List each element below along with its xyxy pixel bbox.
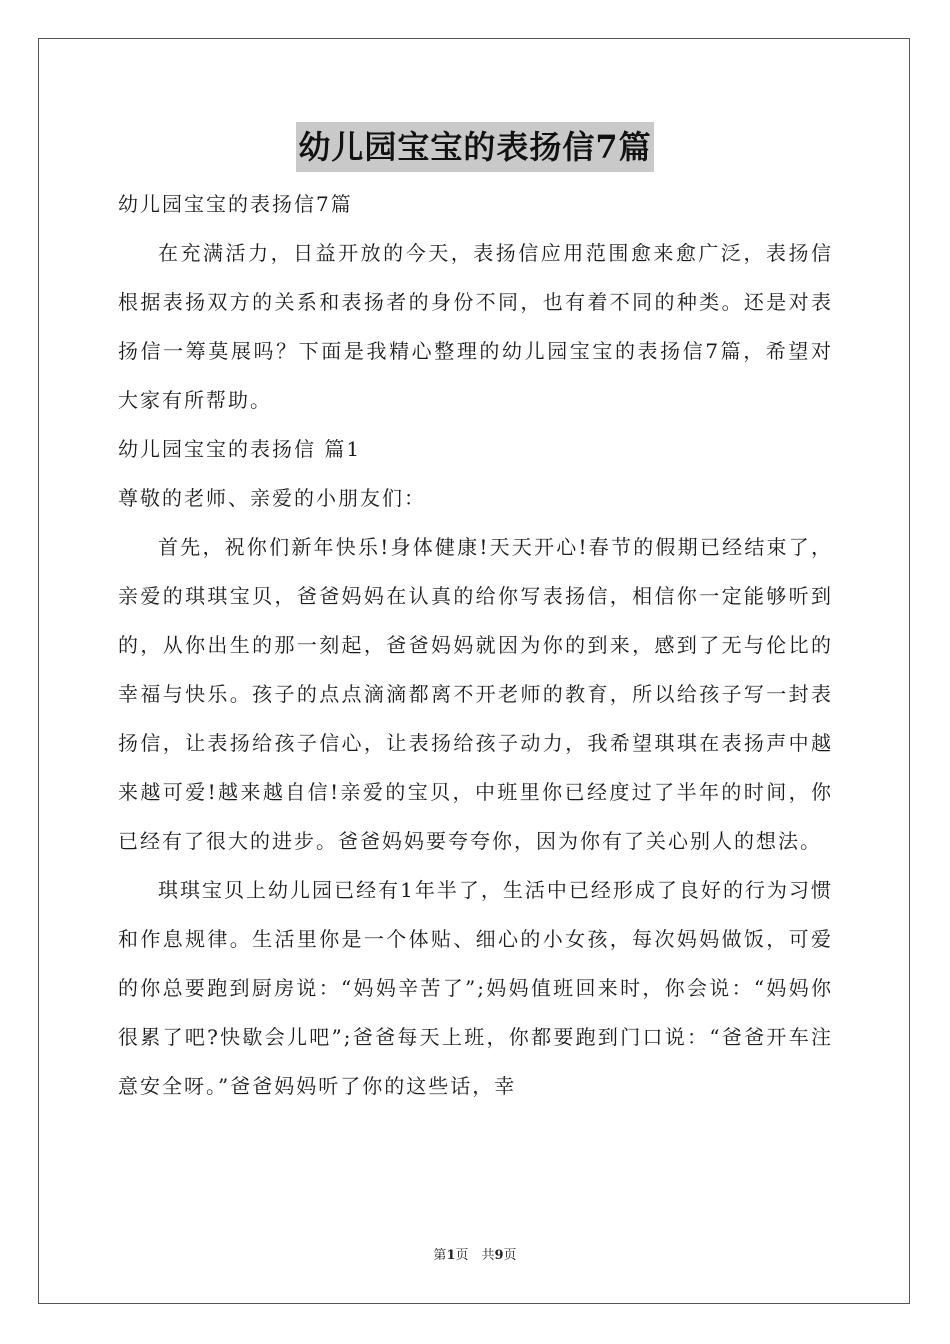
footer-current-page: 1 (446, 1248, 456, 1263)
footer-prefix: 第 (433, 1248, 447, 1263)
title-container (0, 122, 950, 172)
paragraph: 尊敬的老师、亲爱的小朋友们： (118, 486, 426, 510)
page-footer (0, 1244, 950, 1263)
footer-mid: 页 共 (455, 1248, 495, 1263)
footer-total-pages: 9 (494, 1248, 504, 1263)
paragraph: 在充满活力，日益开放的今天，表扬信应用范围愈来愈广泛，表扬信根据表扬双方的关系和表扬者的身份不同，也有着不同的种类。还是对表扬信一筹莫展吗？下面是我精心整理的幼儿园宝宝的表扬信7篇，希望对大家有所帮助。 (118, 241, 833, 412)
paragraph: 首先，祝你们新年快乐!身体健康!天天开心!春节的假期已经结束了，亲爱的琪琪宝贝，爸爸妈妈在认真的给你写表扬信，相信你一定能够听到的，从你出生的那一刻起，爸爸妈妈就因为你的到来，感到了无与伦比的幸福与快乐。孩子的点点滴滴都离不开老师的教育，所以给孩子写一封表扬信，让表扬给孩子信心，让表扬给孩子动力，我希望琪琪在表扬声中越来越可爱!越来越自信!亲爱的宝贝，中班里你已经度过了半年的时间，你已经有了很大的进步。爸爸妈妈要夸夸你，因为你有了关心别人的想法。 (118, 535, 833, 853)
document-title: 幼儿园宝宝的表扬信7篇 (296, 122, 653, 172)
paragraph: 琪琪宝贝上幼儿园已经有1年半了，生活中已经形成了良好的行为习惯和作息规律。生活里你是一个体贴、细心的小女孩，每次妈妈做饭，可爱的你总要跑到厨房说：“妈妈辛苦了”;妈妈值班回来时，你会说：“妈妈你很累了吧?快歇会儿吧”;爸爸每天上班，你都要跑到门口说：“爸爸开车注意安全呀。”爸爸妈妈听了你的这些话，幸 (118, 878, 833, 1098)
paragraph: 幼儿园宝宝的表扬信7篇 (118, 192, 353, 216)
footer-suffix: 页 (503, 1248, 517, 1263)
document-body (118, 180, 833, 1111)
paragraph: 幼儿园宝宝的表扬信 篇1 (118, 437, 362, 461)
